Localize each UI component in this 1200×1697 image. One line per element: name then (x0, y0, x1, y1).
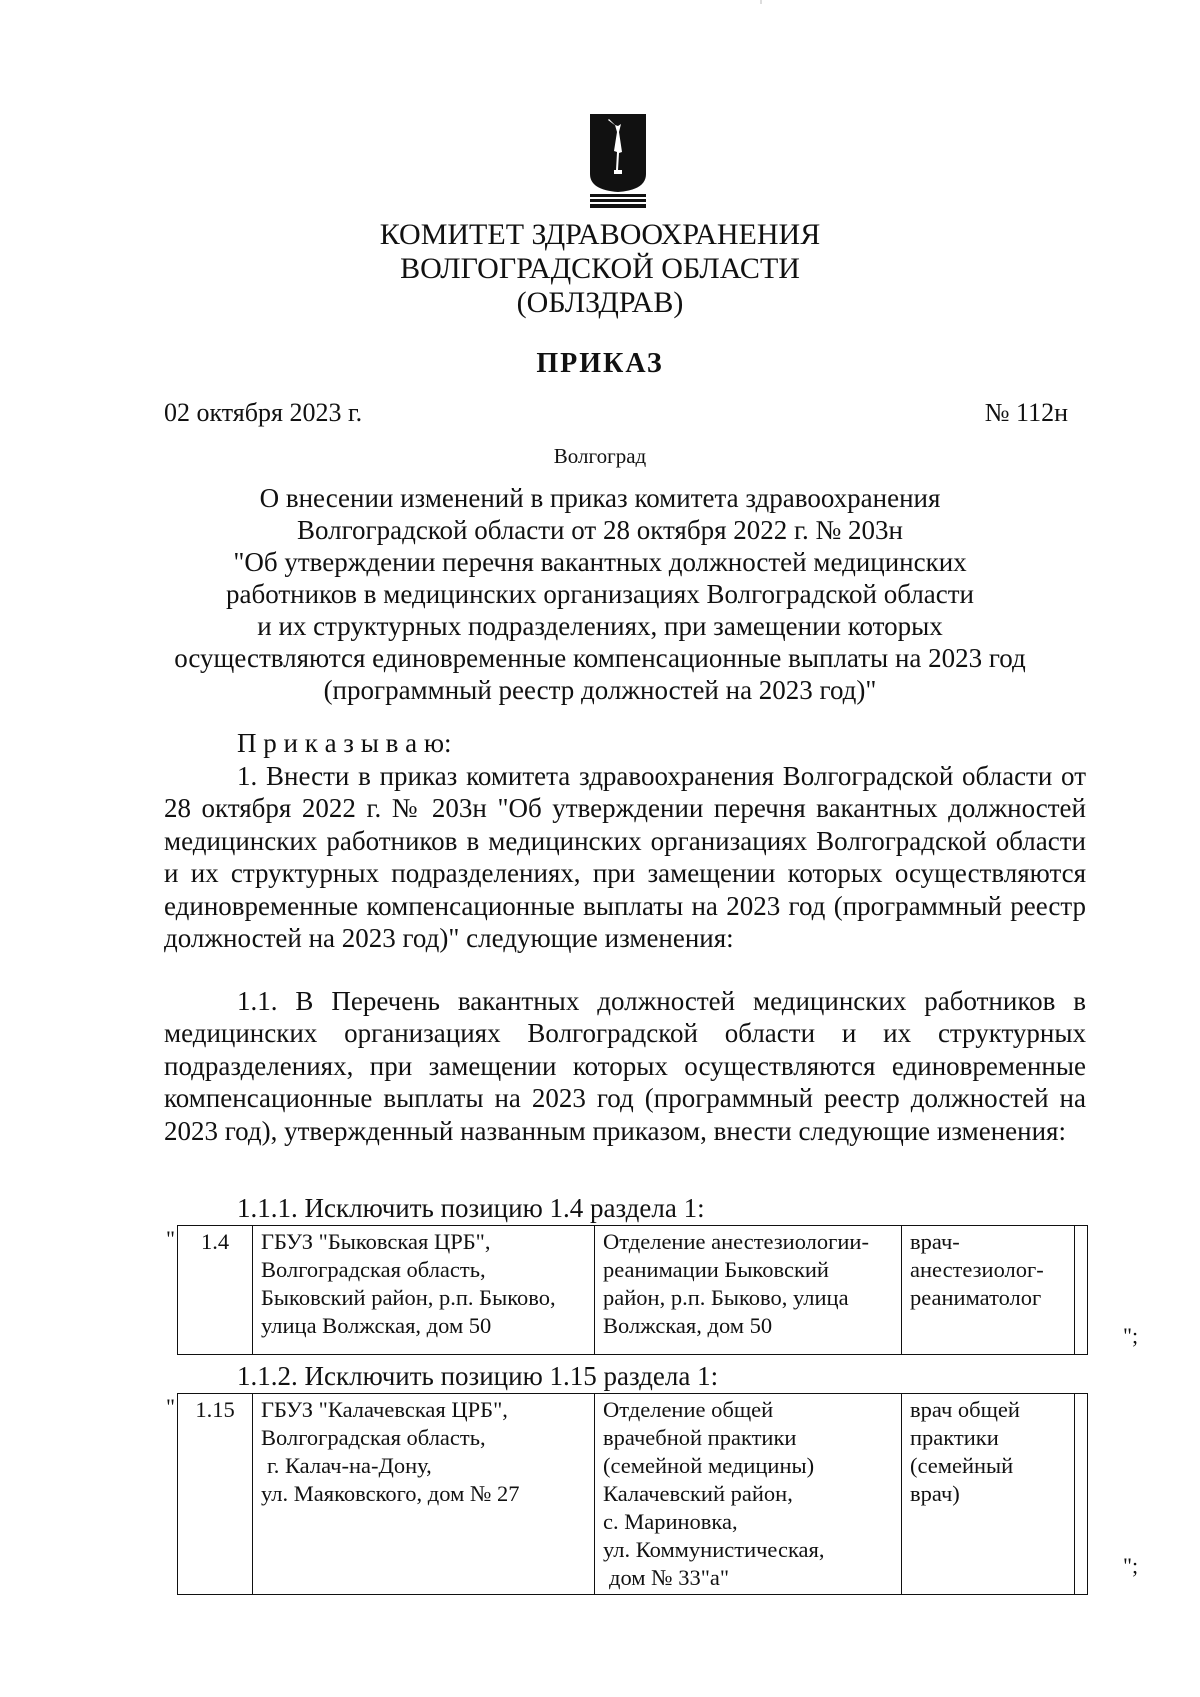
department-cell (595, 1226, 902, 1355)
scan-mark (760, 0, 762, 4)
document-subject (0, 482, 1200, 706)
subject-line: "Об утверждении перечня вакантных должностей медицинских (233, 547, 967, 577)
organization-cell (253, 1226, 595, 1355)
organization-name (0, 218, 1200, 320)
section-heading-1-1-1: 1.1.1. Исключить позицию 1.4 раздела 1: (237, 1193, 705, 1223)
paragraph-1 (164, 760, 1086, 954)
subject-line: О внесении изменений в приказ комитета здравоохранения (259, 483, 941, 513)
close-quote: "; (1123, 1553, 1139, 1578)
section-heading-1-1-2: 1.1.2. Исключить позицию 1.15 раздела 1: (237, 1361, 719, 1391)
subject-line: и их структурных подразделениях, при замещении которых (257, 611, 943, 641)
cell-line: Отделение общей (603, 1397, 774, 1422)
cell-line: Калачевский район, (603, 1481, 793, 1506)
cell-line: район, р.п. Быково, улица (603, 1285, 849, 1310)
cell-line: врачебной практики (603, 1425, 797, 1450)
document-type: ПРИКАЗ (536, 348, 664, 379)
cell-line: реанимации Быковский (603, 1257, 829, 1282)
cell-line: Отделение анестезиологии- (603, 1229, 869, 1254)
document-number: № 112н (984, 398, 1068, 427)
cell-line: реаниматолог (910, 1285, 1042, 1310)
organization-cell (253, 1394, 595, 1595)
position-cell (902, 1226, 1075, 1355)
cell-line: г. Калач-на-Дону, (267, 1453, 432, 1478)
position-table-1-15 (177, 1393, 1088, 1595)
org-line-2: ВОЛГОГРАДСКОЙ ОБЛАСТИ (400, 252, 800, 285)
empty-cell (1075, 1394, 1088, 1595)
position-number: 1.4 (178, 1226, 253, 1355)
cell-line: (семейной медицины) (603, 1453, 815, 1478)
subject-line: осуществляются единовременные компенсационные выплаты на 2023 год (174, 643, 1026, 673)
empty-cell (1075, 1226, 1088, 1355)
subject-line: работников в медицинских организациях Волгоградской области (225, 579, 975, 609)
cell-line: улица Волжская, дом 50 (261, 1313, 492, 1338)
cell-line: ул. Коммунистическая, (603, 1537, 825, 1562)
cell-line: с. Мариновка, (603, 1509, 738, 1534)
cell-line: врач) (910, 1481, 960, 1506)
cell-line: Волгоградская область, (261, 1425, 486, 1450)
document-date: 02 октября 2023 г. (164, 398, 363, 427)
close-quote: "; (1123, 1323, 1139, 1348)
open-quote: " (166, 1394, 175, 1419)
table-row (178, 1394, 1088, 1595)
cell-line: Волжская, дом 50 (603, 1313, 773, 1338)
position-table-1-4 (177, 1225, 1088, 1355)
volgograd-coat-of-arms-icon (588, 112, 648, 210)
cell-line: Волгоградская область, (261, 1257, 486, 1282)
open-quote: " (166, 1226, 175, 1251)
cell-line: (семейный (910, 1453, 1014, 1478)
cell-line: практики (910, 1425, 999, 1450)
cell-line: анестезиолог- (910, 1257, 1044, 1282)
paragraph-1-1 (164, 985, 1086, 1147)
cell-line: Быковский район, р.п. Быково, (261, 1285, 556, 1310)
cell-line: дом № 33"а" (609, 1565, 730, 1590)
subject-line: Волгоградской области от 28 октября 2022 г. № 203н (297, 515, 903, 545)
table-row (178, 1226, 1088, 1355)
position-number: 1.15 (178, 1394, 253, 1595)
cell-line: ГБУЗ "Быковская ЦРБ", (261, 1229, 491, 1254)
cell-line: врач- (910, 1229, 960, 1254)
org-line-3: (ОБЛЗДРАВ) (516, 286, 684, 319)
cell-line: врач общей (910, 1397, 1020, 1422)
paragraph-1-1-text: 1.1. В Перечень вакантных должностей медицинских работников в медицинских организациях Волгоградской области и их структурных подразделениях, при замещении которых осуществляются единовременные компенсационные выплаты на 2023 год (программный реестр должностей на 2023 год), утвержденный названным приказом, внести следующие изменения: (164, 986, 1086, 1146)
orders-heading: П р и к а з ы в а ю: (237, 728, 452, 758)
paragraph-1-text: 1. Внести в приказ комитета здравоохранения Волгоградской области от 28 октября 2022 г. № 203н "Об утверждении перечня вакантных должностей медицинских работников в медицинских организациях Волгоградской области и их структурных подразделениях, при замещении которых осуществляются единовременные компенсационные выплаты на 2023 год (программный реестр должностей на 2023 год)" следующие изменения: (164, 761, 1086, 954)
document-city: Волгоград (553, 444, 647, 468)
org-line-1: КОМИТЕТ ЗДРАВООХРАНЕНИЯ (379, 218, 821, 251)
department-cell (595, 1394, 902, 1595)
cell-line: ул. Маяковского, дом № 27 (261, 1481, 520, 1506)
cell-line: ГБУЗ "Калачевская ЦРБ", (261, 1397, 508, 1422)
subject-line: (программный реестр должностей на 2023 год)" (323, 675, 877, 705)
position-cell (902, 1394, 1075, 1595)
